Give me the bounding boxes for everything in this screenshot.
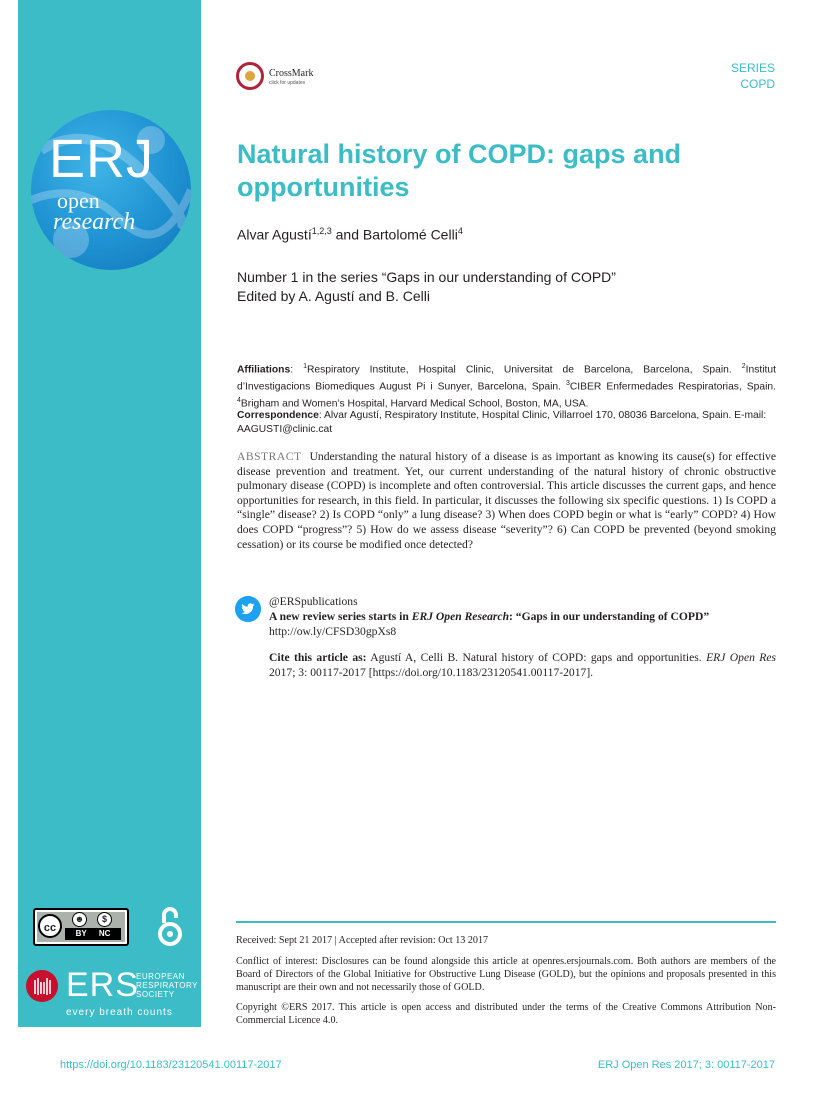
ers-name-line: RESPIRATORY (136, 981, 198, 990)
series-topic: COPD (740, 77, 775, 91)
series-line: SERIES (730, 61, 775, 75)
tweet-block (269, 594, 709, 639)
affiliation-number: 3 (565, 379, 570, 387)
author-affiliation-marker: 4 (457, 226, 463, 236)
twitter-icon[interactable] (235, 596, 261, 622)
series-note (237, 268, 616, 306)
journal-sidebar (18, 0, 201, 1027)
crossmark-sublabel: click for updates (269, 80, 306, 86)
series-number-line: Number 1 in the series “Gaps in our understanding of COPD” (237, 269, 616, 285)
tweet-text-part: : “Gaps in our understanding of COPD” (509, 610, 710, 623)
open-access-icon (157, 905, 183, 947)
affiliation-number: 4 (237, 396, 241, 404)
author-conjunction: and (331, 226, 363, 243)
abstract-text: Understanding the natural history of a disease is as important as knowing its cause(s) for effective disease prevention and treatment. Yet, our current understanding of the natural history of chronic obstructive pulmonary disease (COPD) is incomplete and often controversial. This article discusses the current gaps, and hence opportunities for research, in this field. In particular, it discusses the following six specific questions. 1) Is COPD a “single” disease? 2) Is COPD “only” a lung disease? 3) When does COPD begin or what is “early” COPD? 4) How does COPD “progress”? 5) How do we assess disease “severity”? 6) Can COPD be prevented (beyond smoking cessation) or its course be modified once detected? (237, 450, 776, 551)
citation-journal: ERJ Open Res (706, 651, 777, 664)
author-list (237, 226, 463, 243)
author-name: Bartolomé Celli (362, 226, 458, 243)
tweet-text (269, 609, 709, 624)
tweet-text-part: A new review series starts in (269, 610, 412, 623)
creative-commons-badge[interactable] (33, 908, 129, 946)
correspondence-text[interactable]: : Alvar Agustí, Respiratory Institute, Hospital Clinic, Villarroel 170, 08036 Barcelona, Spain. E-mail: AAGUSTI@clinic.cat (237, 410, 767, 435)
footer-divider (236, 921, 776, 923)
citation-text: Agustí A, Celli B. Natural history of COPD: gaps and opportunities. (366, 651, 707, 664)
citation-label: Cite this article as: (269, 651, 367, 664)
crossmark-label: CrossMark (269, 68, 314, 79)
attribution-icon: ☻ (72, 912, 87, 927)
affiliations-label: Affiliations (237, 364, 291, 376)
citation (269, 651, 776, 681)
logo-research-text: research (53, 209, 136, 235)
article-title: Natural history of COPD: gaps and opportunities (237, 139, 682, 202)
ers-letters: ERS (66, 966, 139, 1004)
citation-doi-text[interactable]: 2017; 3: 00117-2017 [https://doi.org/10.1183/23120541.00117-2017]. (269, 665, 594, 679)
author-name: Alvar Agustí (237, 226, 312, 243)
affiliation-number: 2 (741, 363, 746, 370)
cc-icon: cc (38, 914, 62, 938)
ers-logo[interactable] (26, 966, 198, 1020)
affiliation-text: Respiratory Institute, Hospital Clinic, Universitat de Barcelona, Barcelona, Spain. (307, 364, 742, 376)
ers-society-name (136, 972, 198, 999)
conflict-of-interest: Conflict of interest: Disclosures can be found alongside this article at openres.ersjournals.com. Both authors are members of the Board of Directors of the Global Initiative for Obstructive Lung Disease (GOLD), but the opinions and proposals presented in this manuscript are their own and not necessarily those of GOLD. (236, 956, 776, 993)
logo-erj-text: ERJ (49, 129, 155, 189)
ers-lungs-icon (26, 970, 58, 1002)
affiliation-text: Institut d’Investigacions Biomediques August Pi i Sunyer, Barcelona, Spain. (237, 364, 776, 393)
ers-name-line: EUROPEAN (136, 972, 185, 981)
affiliations: Affiliations: $^1$Respiratory Institute, Hospital Clinic, Universitat de Barcelona, Barcelona, Spain. $^2$Institut d’Investigacions Biomediques August Pi i Sunyer, Barcelona, Spain. $^3$CIBER Enfermedades Respiratorias, Spain. $^4$Brigham and Women’s Hospital, Harvard Medical School, Boston, MA, USA. (237, 363, 776, 410)
cc-license-label: BY NC (65, 928, 121, 940)
correspondence (237, 409, 776, 436)
erj-open-research-logo[interactable] (31, 110, 191, 270)
non-commercial-icon: $ (97, 912, 112, 927)
series-label (731, 60, 775, 92)
ers-name-line: SOCIETY (136, 990, 175, 999)
abstract (237, 450, 776, 552)
logo-open-text: open (57, 188, 100, 213)
tweet-link[interactable]: http://ow.ly/CFSD30gpXs8 (269, 625, 397, 638)
tweet-journal-name: ERJ Open Research (411, 610, 510, 623)
twitter-handle[interactable]: @ERSpublications (269, 595, 358, 608)
crossmark-icon (236, 62, 264, 90)
doi-link[interactable]: https://doi.org/10.1183/23120541.00117-2017 (60, 1059, 282, 1071)
crossmark-icon-center (245, 71, 255, 81)
series-editors-line: Edited by A. Agustí and B. Celli (237, 288, 431, 304)
journal-reference: ERJ Open Res 2017; 3: 00117-2017 (597, 1059, 775, 1071)
ers-tagline: every breath counts (66, 1007, 173, 1018)
received-dates: Received: Sept 21 2017 | Accepted after revision: Oct 13 2017 (236, 935, 489, 946)
crossmark-badge[interactable] (236, 62, 326, 92)
copyright-notice: Copyright ©ERS 2017. This article is open access and distributed under the terms of the Creative Commons Attribution Non-Commercial Licence 4.0. (236, 1002, 776, 1026)
affiliation-text: CIBER Enfermedades Respiratorias, Spain. (569, 381, 776, 393)
affiliation-number: 1 (303, 363, 307, 370)
correspondence-label: Correspondence (237, 410, 319, 421)
affiliation-text: Brigham and Women’s Hospital, Harvard Medical School, Boston, MA, USA. (240, 398, 589, 410)
author-affiliation-marker: 1,2,3 (311, 226, 332, 236)
abstract-label: ABSTRACT (237, 450, 302, 463)
